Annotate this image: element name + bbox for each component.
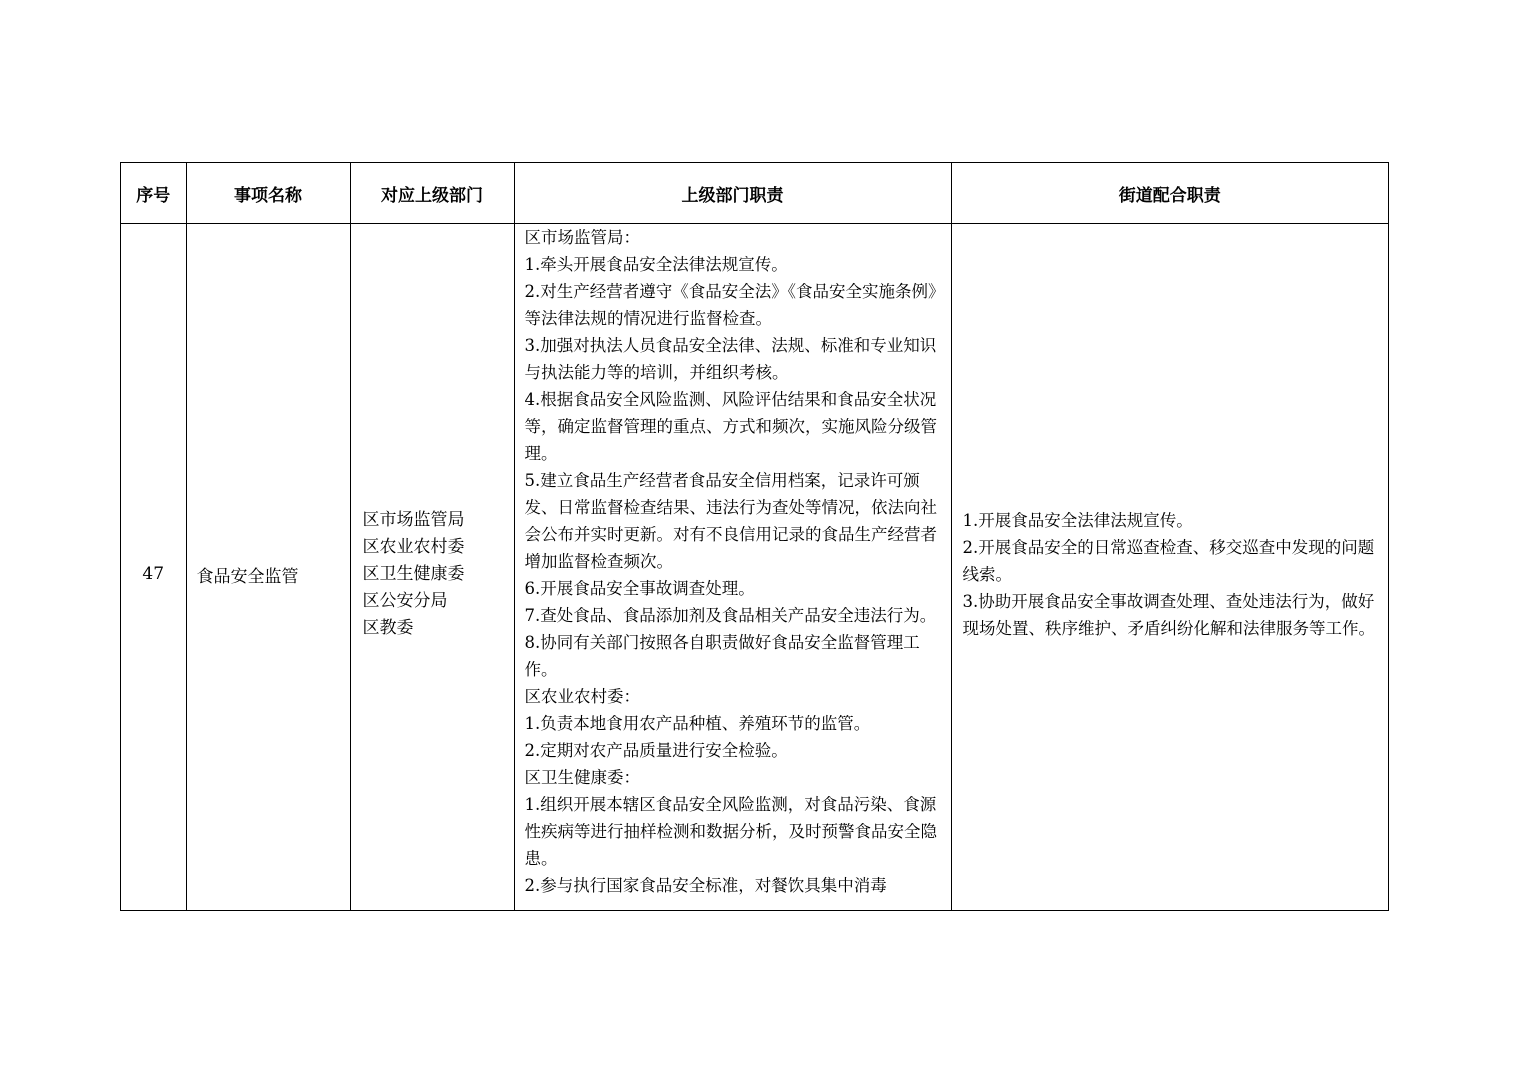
duty-item: 4.根据食品安全风险监测、风险评估结果和食品安全状况等，确定监督管理的重点、方式和频次，实施风险分级管理。 — [524, 390, 937, 463]
street-duty-item: 2.开展食品安全的日常巡查检查、移交巡查中发现的问题线索。 — [962, 537, 1375, 584]
street-duty-item: 3.协助开展食品安全事故调查处理、查处违法行为，做好现场处置、秩序维护、矛盾纠纷化解和法律服务等工作。 — [962, 591, 1375, 638]
duty-heading: 区市场监管局： — [524, 228, 640, 247]
street-duty-item: 1.开展食品安全法律法规宣传。 — [962, 510, 1193, 530]
superior-duties-list — [525, 224, 941, 899]
duty-item: 8.协同有关部门按照各自职责做好食品安全监督管理工作。 — [524, 633, 920, 679]
row-item-name-cell — [186, 224, 350, 912]
duty-heading: 区农业农村委： — [524, 687, 640, 706]
responsibility-table — [120, 162, 1389, 911]
department-item: 区市场监管局 — [362, 509, 465, 530]
duty-item: 2.定期对农产品质量进行安全检验。 — [524, 741, 788, 760]
duty-item: 5.建立食品生产经营者食品安全信用档案，记录许可颁发、日常监督检查结果、违法行为查处等情况，依法向社会公布并实时更新。对有不良信用记录的食品生产经营者增加监督检查频次。 — [524, 471, 937, 571]
duty-item: 2.参与执行国家食品安全标准，对餐饮具集中消毒 — [524, 876, 887, 895]
department-item: 区卫生健康委 — [362, 563, 465, 584]
header-superior-duties: 上级部门职责 — [514, 163, 951, 224]
table-row — [121, 224, 1388, 912]
header-street-duties: 街道配合职责 — [951, 163, 1388, 224]
duty-item: 3.加强对执法人员食品安全法律、法规、标准和专业知识与执法能力等的培训，并组织考核。 — [524, 336, 937, 382]
duty-heading: 区卫生健康委： — [524, 768, 640, 787]
street-duties-list — [963, 507, 1379, 642]
superior-duties-cell — [514, 224, 951, 912]
header-number: 序号 — [121, 163, 186, 224]
table-header-row — [121, 163, 1388, 224]
department-item: 区农业农村委 — [362, 536, 465, 557]
street-duties-cell — [951, 224, 1388, 912]
duty-item: 1.组织开展本辖区食品安全风险监测，对食品污染、食源性疾病等进行抽样检测和数据分析，及时预警食品安全隐患。 — [524, 795, 937, 868]
duty-item: 1.负责本地食用农产品种植、养殖环节的监管。 — [524, 714, 871, 733]
row-departments-cell — [350, 224, 514, 912]
row-item-name: 食品安全监管 — [196, 566, 299, 587]
department-item: 区教委 — [362, 617, 414, 638]
duty-item: 1.牵头开展食品安全法律法规宣传。 — [524, 255, 788, 274]
duty-item: 7.查处食品、食品添加剂及食品相关产品安全违法行为。 — [524, 606, 937, 625]
department-list — [351, 507, 514, 642]
header-superior-department: 对应上级部门 — [350, 163, 514, 224]
header-item-name: 事项名称 — [186, 163, 350, 224]
duty-item: 2.对生产经营者遵守《食品安全法》《食品安全实施条例》等法律法规的情况进行监督检查。 — [524, 282, 937, 328]
duty-item: 6.开展食品安全事故调查处理。 — [524, 579, 755, 598]
row-number: 47 — [121, 224, 186, 912]
department-item: 区公安分局 — [362, 590, 448, 611]
